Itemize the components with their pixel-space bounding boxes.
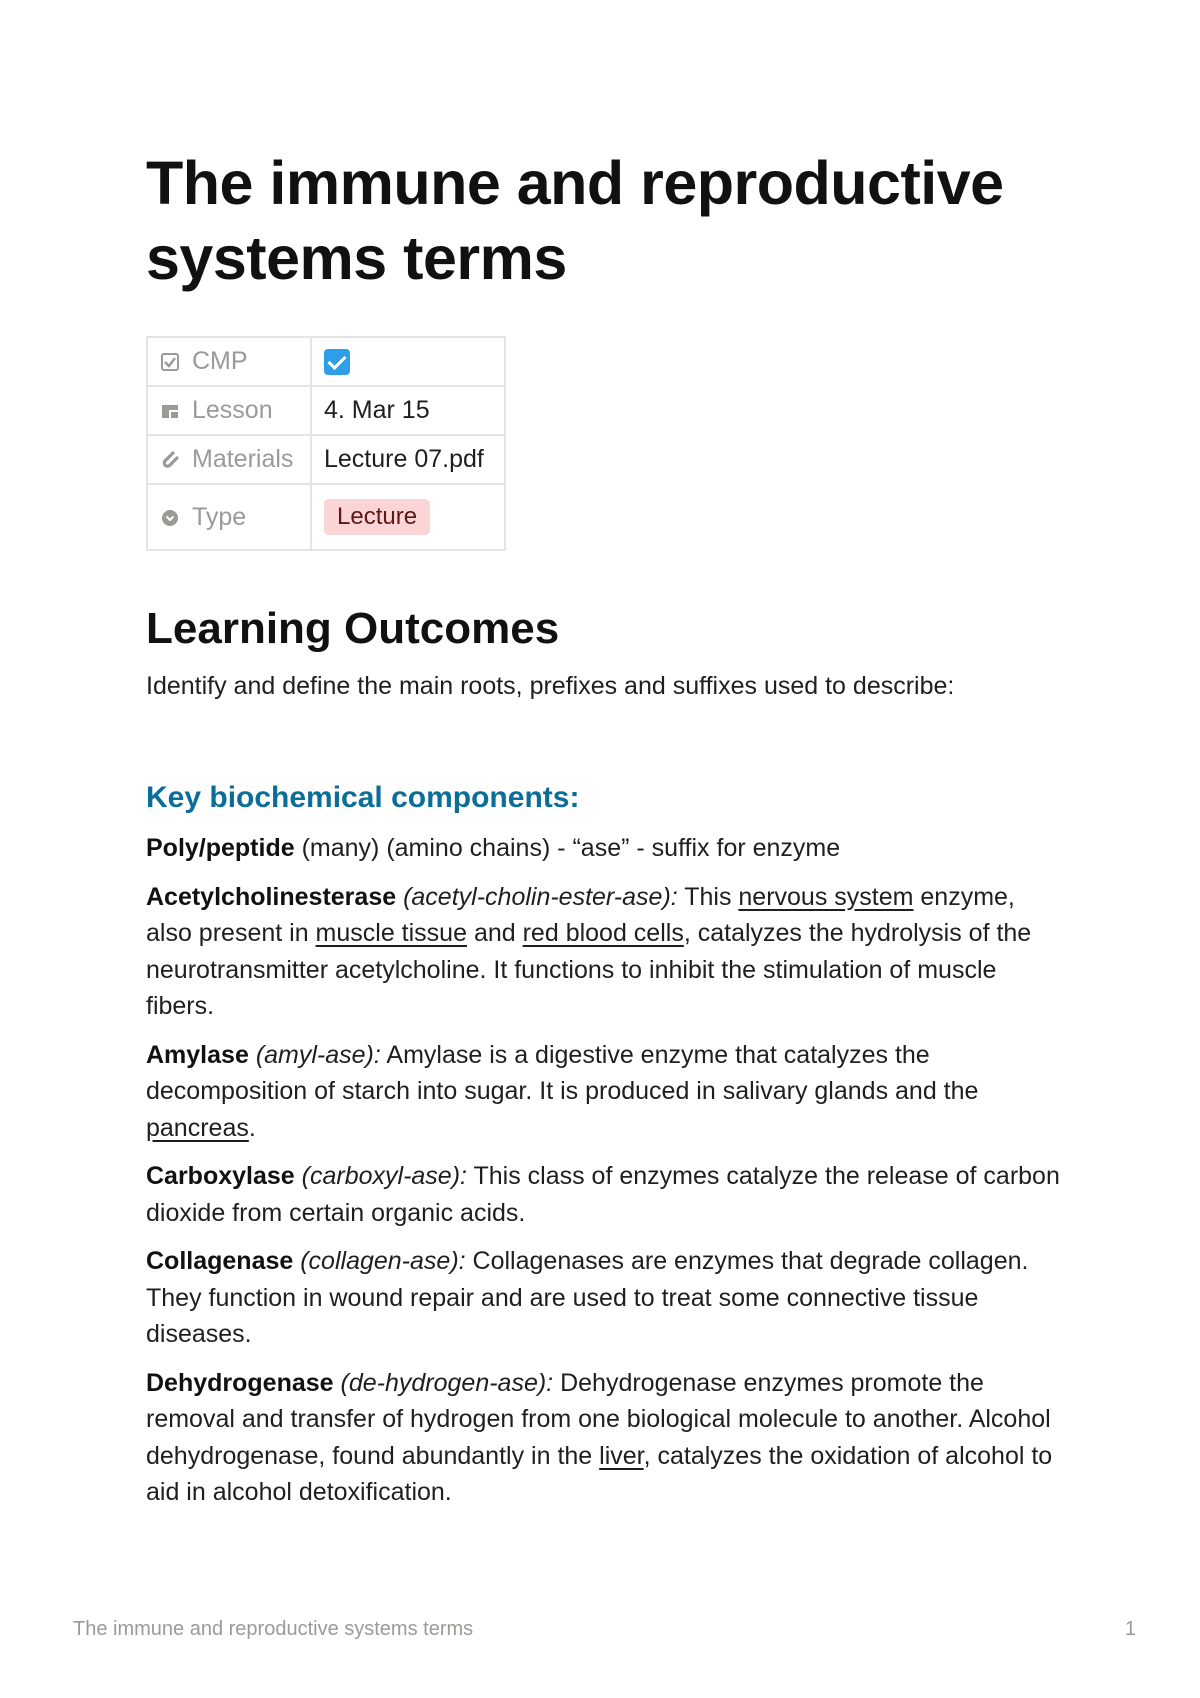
term-entry: Carboxylase (carboxyl-ase): This class of enzymes catalyze the release of carbon dioxide from certain organic acids.: [146, 1162, 1060, 1227]
learning-outcomes-intro: Identify and define the main roots, prefixes and suffixes used to describe:: [146, 672, 955, 700]
property-key: [147, 435, 311, 484]
page-number: 1: [1124, 1618, 1136, 1640]
property-value: [311, 337, 505, 386]
term-link[interactable]: muscle tissue: [315, 919, 467, 947]
footer-title: The immune and reproductive systems terms: [73, 1618, 474, 1640]
term-link[interactable]: nervous system: [738, 882, 914, 911]
property-label: Type: [192, 502, 247, 531]
term-etymology: (collagen-ase):: [300, 1247, 466, 1275]
term-link[interactable]: pancreas: [146, 1113, 249, 1142]
property-value[interactable]: Lecture 07.pdf: [311, 435, 505, 484]
learning-outcomes-heading: Learning Outcomes: [146, 604, 560, 653]
type-tag[interactable]: Lecture: [324, 499, 430, 535]
term-name: Poly/peptide: [146, 834, 295, 862]
attachment-icon: [160, 450, 180, 470]
property-row-cmp: [147, 337, 505, 386]
term-name: Amylase: [146, 1040, 249, 1069]
term-entry: Acetylcholinesterase (acetyl-cholin-ester-ase): This nervous system enzyme, also present in muscle tissue and red blood cells, catalyzes the hydrolysis of the neurotransmitter acetylcholine. It functions to inhibit the stimulation of muscle fibers.: [146, 882, 1032, 1020]
term-name: Acetylcholinesterase: [146, 882, 397, 911]
relation-icon: [160, 401, 180, 421]
property-label: Materials: [192, 445, 294, 473]
checkbox-icon: [160, 352, 180, 372]
property-value[interactable]: 4. Mar 15: [311, 386, 505, 435]
section-heading: Key biochemical components:: [146, 781, 580, 814]
term-name: Carboxylase: [146, 1162, 295, 1190]
select-icon: [160, 508, 180, 528]
term-etymology: (carboxyl-ase):: [301, 1162, 467, 1190]
property-value: [311, 484, 505, 550]
term-entry: Collagenase (collagen-ase): Collagenases are enzymes that degrade collagen. They function in wound repair and are used to treat some connective tissue diseases.: [146, 1247, 1029, 1348]
term-entry: Dehydrogenase (de-hydrogen-ase): Dehydrogenase enzymes promote the removal and transfer of hydrogen from one biological molecule to another. Alcohol dehydrogenase, found abundantly in the liver, catalyzes the oxidation of alcohol to aid in alcohol detoxification.: [146, 1368, 1053, 1506]
property-label: CMP: [192, 347, 248, 375]
page-title: The immune and reproductive systems terms: [146, 149, 1004, 292]
term-etymology: (amyl-ase):: [255, 1040, 381, 1069]
properties-table: [146, 336, 506, 551]
property-row-materials: [147, 435, 505, 484]
term-name: Collagenase: [146, 1247, 294, 1275]
property-key: [147, 337, 311, 386]
term-etymology: (acetyl-cholin-ester-ase):: [403, 882, 678, 911]
term-entry: Poly/peptide (many) (amino chains) - “ase” - suffix for enzyme: [146, 834, 841, 862]
property-row-type: [147, 484, 505, 550]
checked-checkbox-icon[interactable]: [324, 349, 350, 375]
property-label: Lesson: [192, 396, 273, 424]
term-etymology: (de-hydrogen-ase):: [340, 1368, 554, 1397]
property-key: [147, 386, 311, 435]
terms-list: [146, 830, 1066, 1523]
property-row-lesson: [147, 386, 505, 435]
term-link[interactable]: liver: [599, 1441, 644, 1470]
term-link[interactable]: red blood cells: [522, 919, 684, 947]
term-entry: Amylase (amyl-ase): Amylase is a digestive enzyme that catalyzes the decomposition of starch into sugar. It is produced in salivary glands and the pancreas.: [146, 1040, 979, 1142]
property-key: [147, 484, 311, 550]
term-name: Dehydrogenase: [146, 1368, 334, 1397]
